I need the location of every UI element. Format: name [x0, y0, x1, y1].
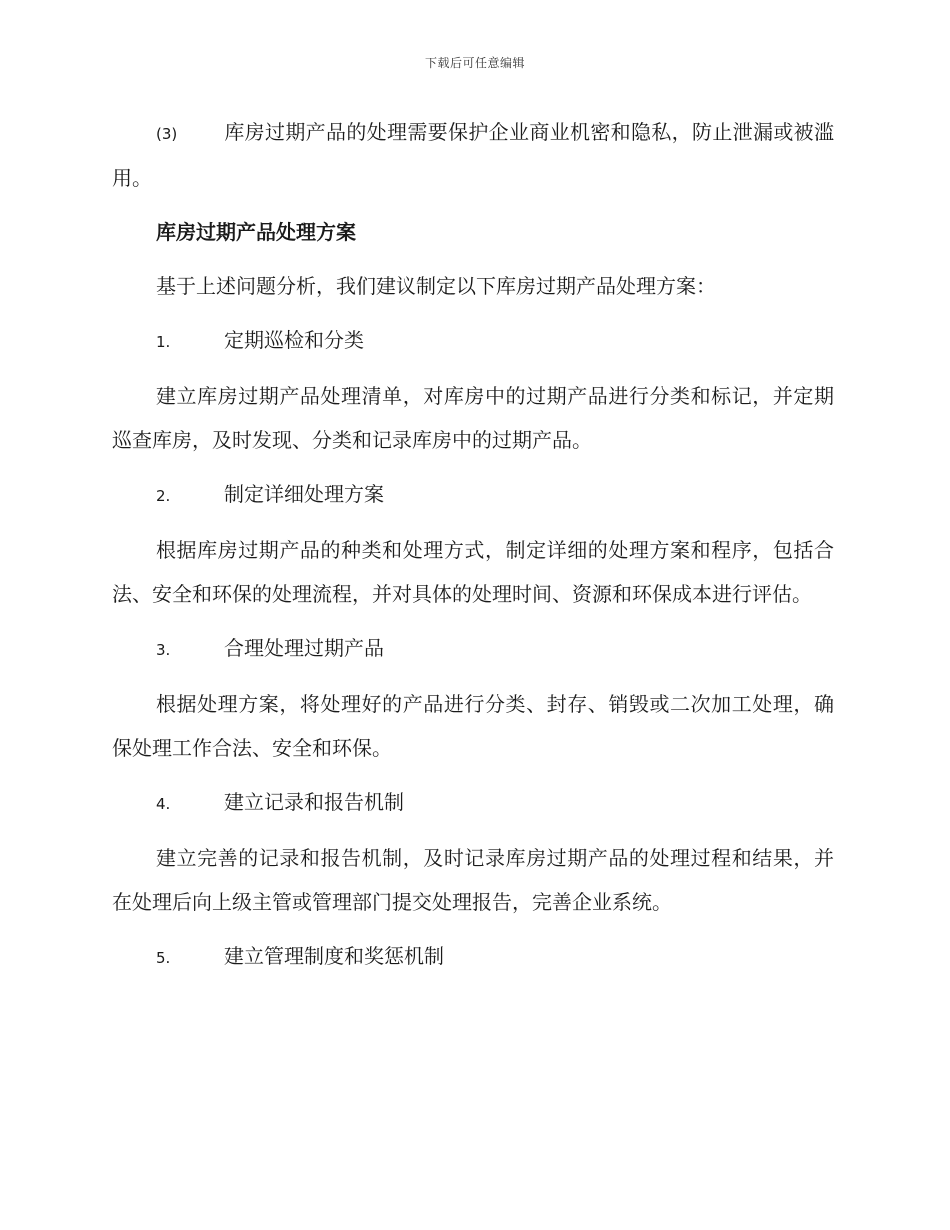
intro-item-text: 库房过期产品的处理需要保护企业商业机密和隐私，防止泄漏或被滥用。 — [112, 120, 834, 190]
item-number-4: 4. — [156, 795, 171, 813]
intro-item-number: (3) — [156, 125, 178, 143]
section-intro: 基于上述问题分析，我们建议制定以下库房过期产品处理方案： — [156, 274, 716, 298]
item-heading-2 — [112, 472, 834, 518]
item-number-1: 1. — [156, 333, 171, 351]
item-body-3: 根据处理方案，将处理好的产品进行分类、封存、销毁或二次加工处理，确保处理工作合法、安全和环保。 — [112, 692, 834, 760]
section-title: 库房过期产品处理方案 — [156, 220, 356, 244]
intro-item — [112, 110, 834, 200]
item-heading-1 — [112, 318, 834, 364]
item-title-2: 制定详细处理方案 — [224, 482, 384, 506]
item-body-1: 建立库房过期产品处理清单，对库房中的过期产品进行分类和标记，并定期巡查库房，及时发现、分类和记录库房中的过期产品。 — [112, 384, 834, 452]
item-heading-3 — [112, 626, 834, 672]
item-heading-5 — [112, 934, 834, 980]
page-header: 下载后可任意编辑 — [424, 56, 525, 70]
item-body-4: 建立完善的记录和报告机制，及时记录库房过期产品的处理过程和结果，并在处理后向上级主管或管理部门提交处理报告，完善企业系统。 — [112, 846, 834, 914]
item-number-5: 5. — [156, 949, 171, 967]
item-heading-4 — [112, 780, 834, 826]
item-title-4: 建立记录和报告机制 — [224, 790, 404, 814]
document-body — [112, 110, 834, 990]
item-title-1: 定期巡检和分类 — [224, 328, 364, 352]
item-number-3: 3. — [156, 641, 171, 659]
item-title-5: 建立管理制度和奖惩机制 — [224, 944, 444, 968]
item-title-3: 合理处理过期产品 — [224, 636, 384, 660]
item-number-2: 2. — [156, 487, 171, 505]
item-body-2: 根据库房过期产品的种类和处理方式，制定详细的处理方案和程序，包括合法、安全和环保的处理流程，并对具体的处理时间、资源和环保成本进行评估。 — [112, 538, 834, 606]
